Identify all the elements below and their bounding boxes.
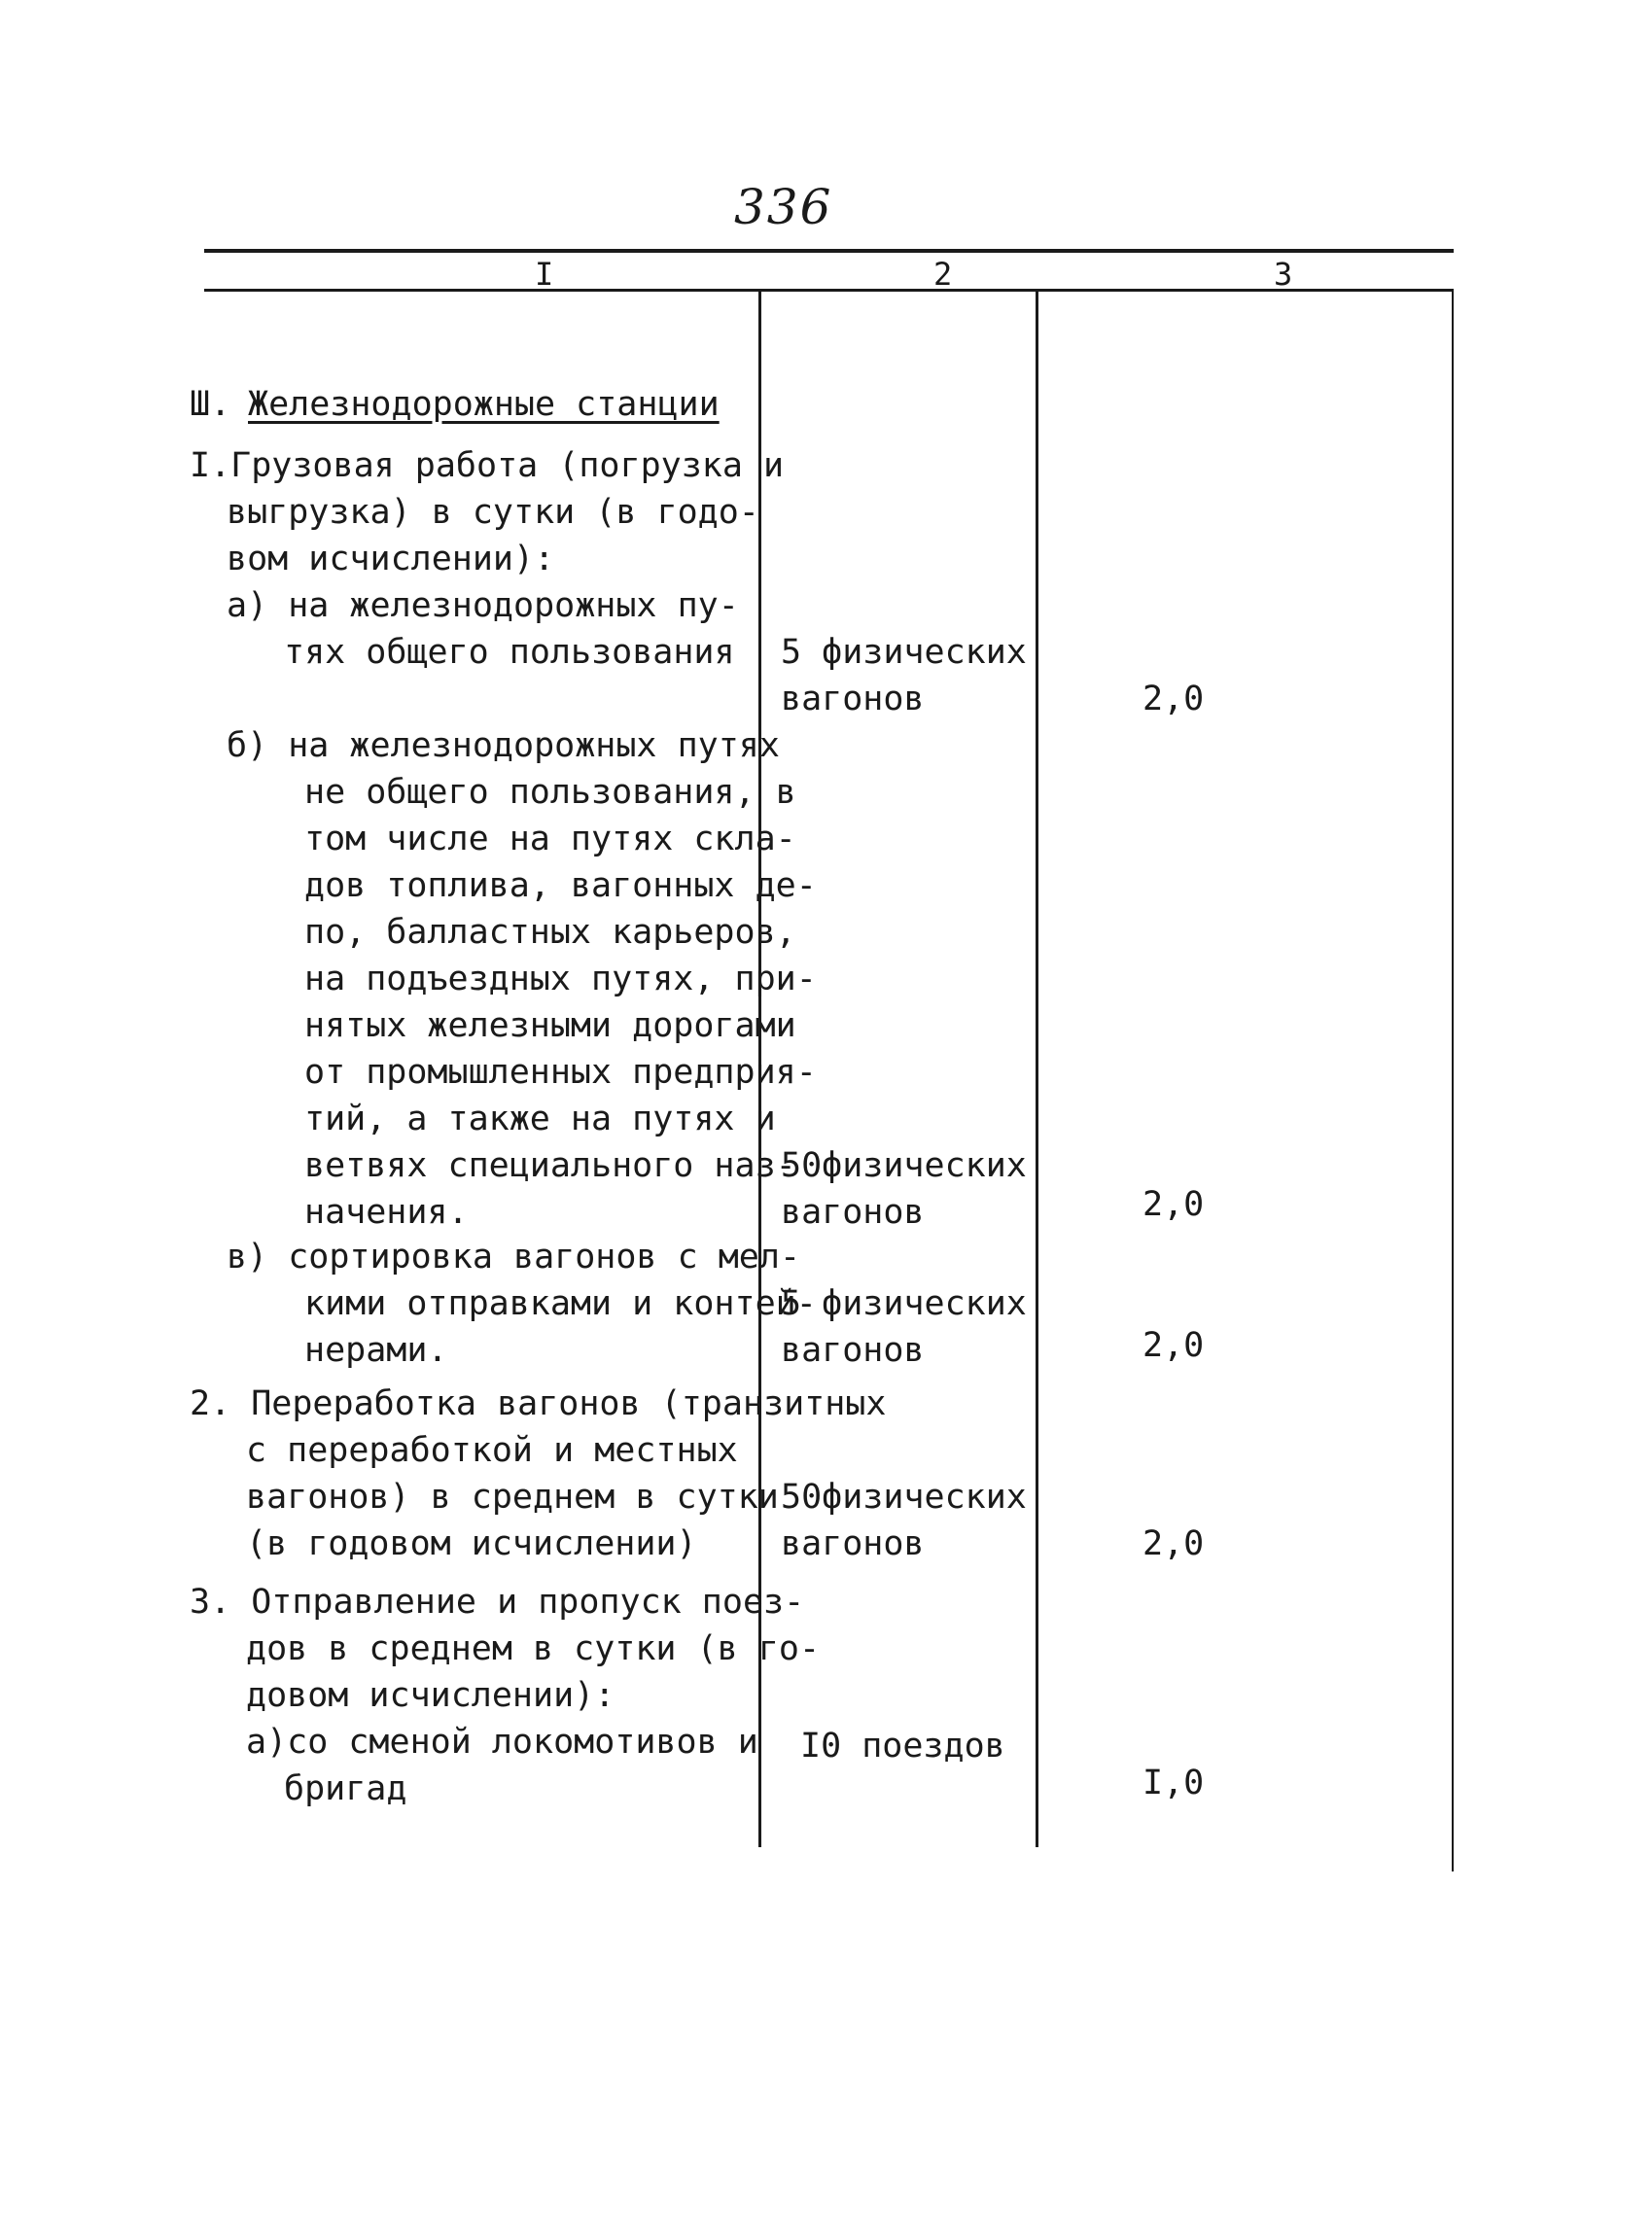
item1b-line-10: ветвях специального наз- xyxy=(304,1146,796,1185)
table-top-rule xyxy=(204,249,1454,253)
item1b-line-1: б) на железнодорожных путях xyxy=(227,726,780,765)
item3a-col2-value: I0 поездов xyxy=(800,1727,1005,1766)
item1b-col2-line-2: вагонов xyxy=(781,1193,925,1232)
item2-col3-value: 2,0 xyxy=(1142,1524,1205,1563)
item1v-line-1: в) сортировка вагонов с мел- xyxy=(227,1238,801,1276)
item2-line-4: (в годовом исчислении) xyxy=(246,1524,697,1563)
item3-line-3: довом исчислении): xyxy=(246,1676,615,1715)
item1a-line-1: а) на железнодорожных пу- xyxy=(227,586,739,625)
item1v-col2-line-2: вагонов xyxy=(781,1331,925,1370)
column-header-2: 2 xyxy=(933,256,953,293)
section-title: Железнодорожные станции xyxy=(248,385,720,424)
item3a-line-1: а)со сменой локомотивов и xyxy=(246,1723,758,1762)
item1b-line-8: от промышленных предприя- xyxy=(304,1053,817,1092)
item1-line-1: I.Грузовая работа (погрузка и xyxy=(190,446,785,485)
column-divider-2 xyxy=(1036,292,1038,1847)
item1b-line-7: нятых железными дорогами xyxy=(304,1006,796,1045)
item1a-line-2: тях общего пользования xyxy=(284,633,735,672)
section-numeral: Ш. xyxy=(190,385,231,424)
item2-col2-line-2: вагонов xyxy=(781,1524,925,1563)
item1v-line-2: кими отправками и контей- xyxy=(304,1284,817,1323)
item1b-line-6: на подъездных путях, при- xyxy=(304,960,817,998)
item1-line-2: выгрузка) в сутки (в годо- xyxy=(227,493,759,532)
page-number: 336 xyxy=(734,179,833,235)
item1a-col2-line-2: вагонов xyxy=(781,680,925,718)
item1b-line-9: тий, а также на путях и xyxy=(304,1100,776,1138)
item1a-col3-value: 2,0 xyxy=(1142,680,1205,718)
table-right-border xyxy=(1452,292,1454,1871)
item3-line-1: 3. Отправление и пропуск поез- xyxy=(190,1583,805,1622)
item3a-col3-value: I,0 xyxy=(1142,1764,1205,1802)
item1v-col3-value: 2,0 xyxy=(1142,1326,1205,1365)
item1b-col2-line-1: 50физических xyxy=(781,1146,1027,1185)
item2-line-1: 2. Переработка вагонов (транзитных xyxy=(190,1384,887,1423)
item1b-col3-value: 2,0 xyxy=(1142,1185,1205,1224)
item1a-col2-line-1: 5 физических xyxy=(781,633,1027,672)
item1v-line-3: нерами. xyxy=(304,1331,448,1370)
item1b-line-4: дов топлива, вагонных де- xyxy=(304,866,817,905)
item1b-line-5: по, балластных карьеров, xyxy=(304,913,796,952)
item3a-line-2: бригад xyxy=(284,1769,407,1808)
item2-col2-line-1: 50физических xyxy=(781,1478,1027,1517)
item3-line-2: дов в среднем в сутки (в го- xyxy=(246,1629,821,1668)
column-header-3: 3 xyxy=(1274,256,1293,293)
item2-line-2: с переработкой и местных xyxy=(246,1431,738,1470)
column-header-1: I xyxy=(535,256,554,293)
item1-line-3: вом исчислении): xyxy=(227,540,555,578)
item1b-line-3: том числе на путях скла- xyxy=(304,820,796,858)
item2-line-3: вагонов) в среднем в сутки xyxy=(246,1478,779,1517)
item1b-line-2: не общего пользования, в xyxy=(304,773,796,812)
table-header-rule xyxy=(204,289,1454,292)
item1v-col2-line-1: 5 физических xyxy=(781,1284,1027,1323)
item1b-line-11: начения. xyxy=(304,1193,469,1232)
